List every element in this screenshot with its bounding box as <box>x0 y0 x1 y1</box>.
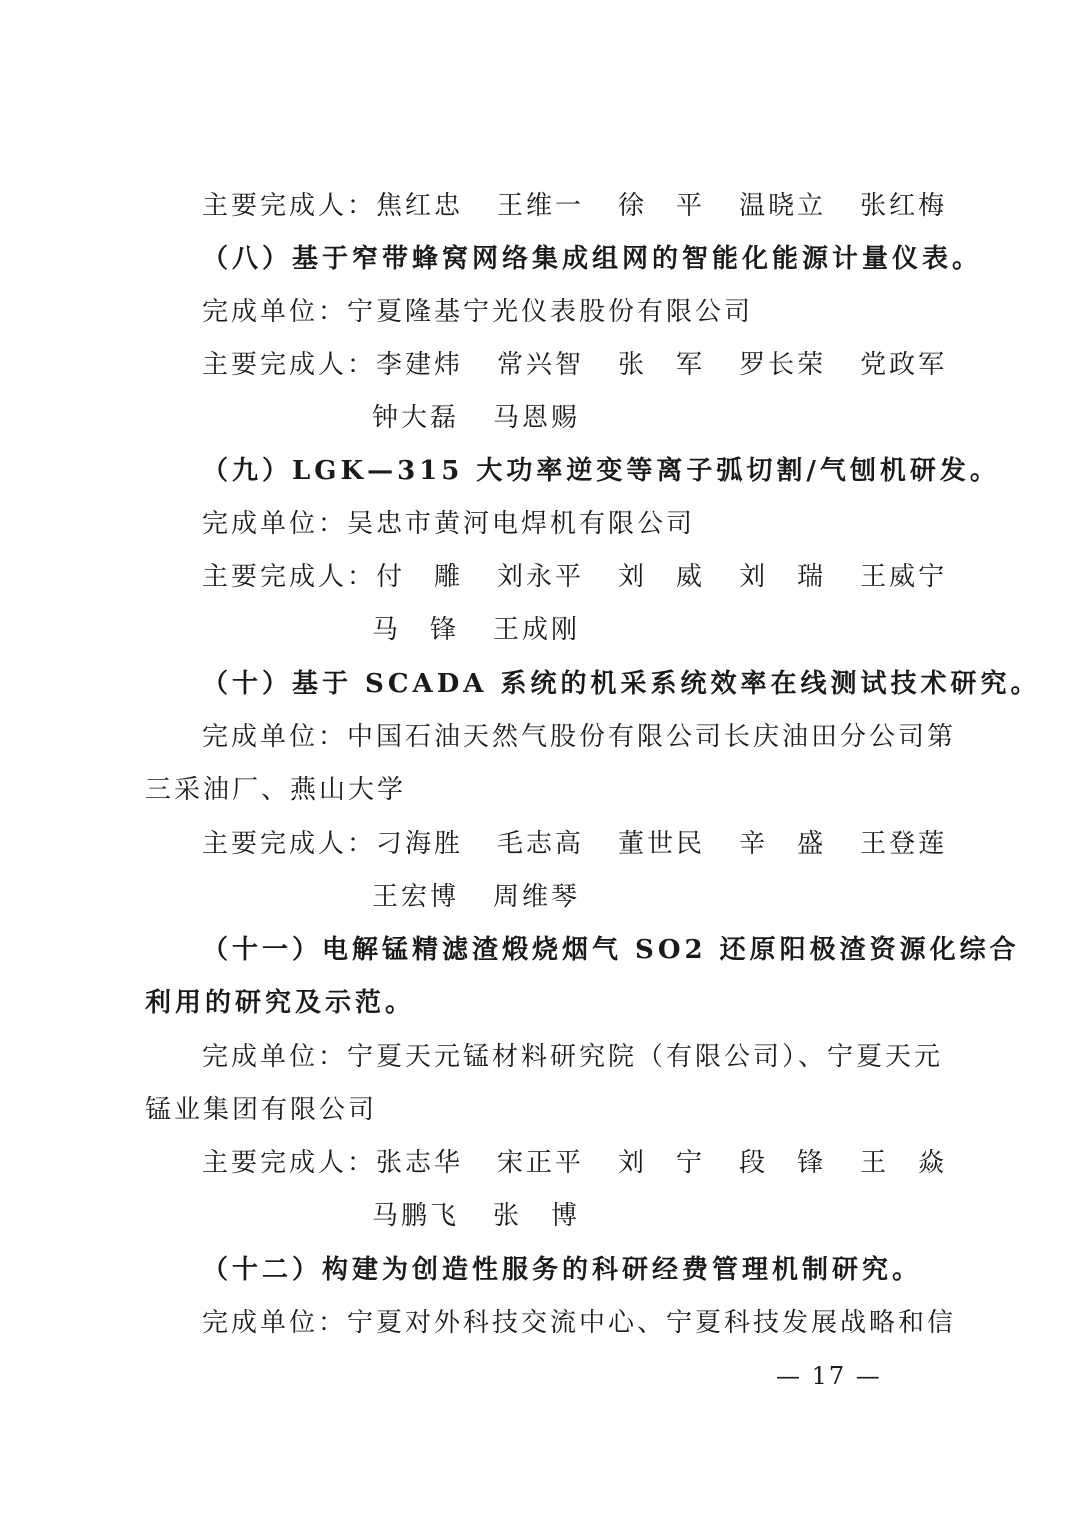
main-completers-line <box>202 1143 947 1183</box>
person-name: 常兴智 <box>497 350 585 380</box>
person-name: 徐 平 <box>618 191 706 221</box>
person-name: 毛志高 <box>497 829 585 859</box>
person-name: 王 焱 <box>860 1148 948 1178</box>
main-completers-label: 主要完成人： <box>202 1148 377 1178</box>
person-name: 马 锋 <box>372 615 460 645</box>
main-completers-label: 主要完成人： <box>202 350 377 380</box>
project-heading: （十一）电解锰精滤渣煅烧烟气 SO2 还原阳极渣资源化综合 <box>202 935 1020 965</box>
person-name: 王维一 <box>497 191 585 221</box>
completion-unit-line: 完成单位：宁夏对外科技交流中心、宁夏科技发展战略和信 <box>202 1308 957 1338</box>
person-name: 张 博 <box>493 1201 581 1231</box>
person-name: 刘 威 <box>618 562 706 592</box>
page-number: — 17 — <box>776 1362 882 1390</box>
person-name: 焦红忠 <box>376 191 464 221</box>
person-name: 钟大磊 <box>372 403 460 433</box>
main-completers-continuation <box>372 398 580 438</box>
person-name: 王威宁 <box>860 562 948 592</box>
person-name: 董世民 <box>618 829 706 859</box>
person-name: 段 锋 <box>739 1148 827 1178</box>
completion-unit-continuation: 三采油厂、燕山大学 <box>145 775 407 805</box>
person-name: 刘 瑞 <box>739 562 827 592</box>
person-name: 马鹏飞 <box>372 1201 460 1231</box>
main-completers-label: 主要完成人： <box>202 562 377 592</box>
project-heading: （十二）构建为创造性服务的科研经费管理机制研究。 <box>202 1255 923 1285</box>
person-name: 辛 盛 <box>739 829 827 859</box>
person-name: 李建炜 <box>376 350 464 380</box>
person-name: 张志华 <box>376 1148 464 1178</box>
person-name: 温晓立 <box>739 191 827 221</box>
person-name: 刁海胜 <box>376 829 464 859</box>
person-name: 王宏博 <box>372 882 460 912</box>
project-heading: （九）LGK—315 大功率逆变等离子弧切割/气刨机研发。 <box>202 456 1000 486</box>
main-completers-continuation <box>372 1196 580 1236</box>
person-name: 罗长荣 <box>739 350 827 380</box>
person-name: 王成刚 <box>493 615 581 645</box>
completion-unit-line: 完成单位：宁夏天元锰材料研究院（有限公司）、宁夏天元 <box>202 1042 944 1072</box>
person-name: 党政军 <box>860 350 948 380</box>
person-name: 马恩赐 <box>493 403 581 433</box>
person-name: 宋正平 <box>497 1148 585 1178</box>
project-heading: （十）基于 SCADA 系统的机采系统效率在线测试技术研究。 <box>202 669 1041 699</box>
completion-unit-line: 完成单位：宁夏隆基宁光仪表股份有限公司 <box>202 297 754 327</box>
main-completers-continuation <box>372 877 580 917</box>
person-name: 张 军 <box>618 350 706 380</box>
person-name: 王登莲 <box>860 829 948 859</box>
person-name: 张红梅 <box>860 191 948 221</box>
main-completers-line <box>202 186 947 226</box>
completion-unit-continuation: 锰业集团有限公司 <box>145 1095 378 1125</box>
completion-unit-line: 完成单位：吴忠市黄河电焊机有限公司 <box>202 509 696 539</box>
main-completers-label: 主要完成人： <box>202 191 377 221</box>
main-completers-continuation <box>372 610 580 650</box>
person-name: 周维琴 <box>493 882 581 912</box>
person-name: 刘 宁 <box>618 1148 706 1178</box>
completion-unit-line: 完成单位：中国石油天然气股份有限公司长庆油田分公司第 <box>202 722 957 752</box>
main-completers-line <box>202 824 947 864</box>
project-heading-continuation: 利用的研究及示范。 <box>145 988 416 1018</box>
main-completers-label: 主要完成人： <box>202 829 377 859</box>
person-name: 刘永平 <box>497 562 585 592</box>
person-name: 付 雕 <box>376 562 464 592</box>
main-completers-line <box>202 557 947 597</box>
project-heading: （八）基于窄带蜂窝网络集成组网的智能化能源计量仪表。 <box>202 244 983 274</box>
main-completers-line <box>202 345 947 385</box>
